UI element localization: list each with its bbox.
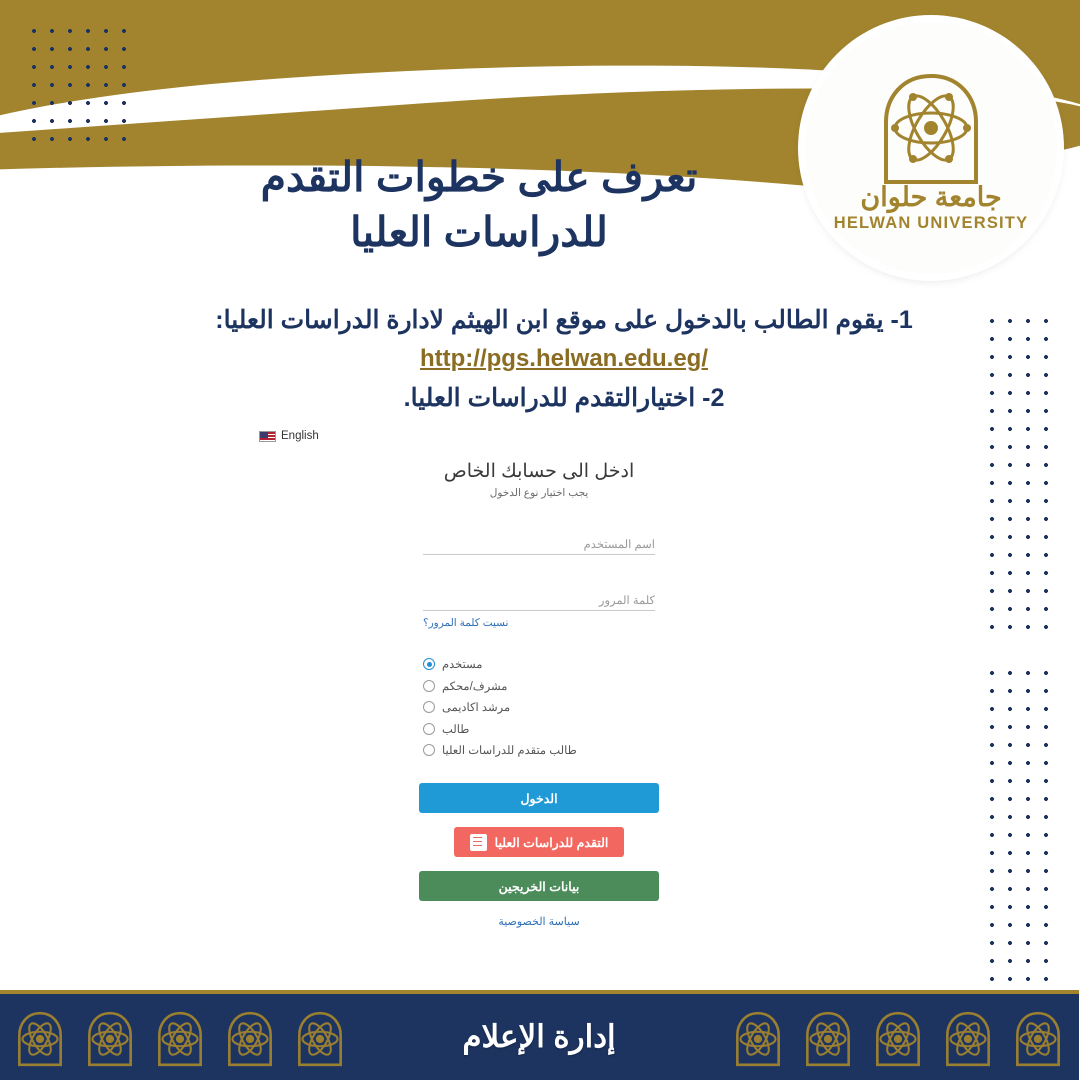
password-label: كلمة المرور: [599, 595, 656, 607]
radio-row[interactable]: [424, 700, 656, 714]
logo-arabic-name: جامعة حلوان: [861, 181, 1003, 212]
radio-label: طالب: [443, 723, 471, 736]
footer-pattern-right: [728, 994, 1070, 1080]
footer-title: إدارة الإعلام: [463, 1019, 617, 1054]
pgs-portal-link[interactable]: http://pgs.helwan.edu.eg/: [421, 345, 709, 372]
password-field[interactable]: [424, 589, 656, 611]
step-1-text: 1- يقوم الطالب بالدخول على موقع ابن الهيثم لادارة الدراسات العليا:: [216, 306, 914, 334]
page-title: [220, 150, 740, 261]
headline-line-1: تعرف على خطوات التقدم: [261, 154, 699, 200]
university-logo-badge: [806, 22, 1058, 274]
atom-logo-icon: [857, 70, 1007, 188]
headline-line-2: للدراسات العليا: [351, 209, 609, 256]
dot-grid-right-lower: [984, 664, 1062, 994]
radio-icon-selected[interactable]: [424, 658, 436, 670]
privacy-policy-link[interactable]: سياسة الخصوصية: [499, 916, 581, 928]
user-type-radio-group[interactable]: [424, 657, 656, 757]
document-edit-icon: [471, 834, 488, 851]
footer-pattern-left: [10, 994, 352, 1080]
radio-icon[interactable]: [424, 723, 436, 735]
atom-pattern-icon: [80, 1008, 142, 1070]
apply-postgraduate-button[interactable]: [455, 827, 625, 857]
dot-grid-top-left: [26, 22, 138, 142]
step-2-text: 2- اختيارالتقدم للدراسات العليا.: [404, 384, 726, 413]
radio-row[interactable]: [424, 743, 656, 757]
atom-pattern-icon: [868, 1008, 930, 1070]
graduates-data-button[interactable]: بيانات الخريجين: [420, 871, 660, 901]
atom-pattern-icon: [150, 1008, 212, 1070]
username-field[interactable]: [424, 533, 656, 555]
radio-icon[interactable]: [424, 701, 436, 713]
radio-row[interactable]: [424, 679, 656, 693]
radio-row[interactable]: [424, 722, 656, 736]
radio-label: طالب متقدم للدراسات العليا: [443, 745, 578, 757]
radio-icon[interactable]: [424, 680, 436, 692]
radio-label: مستخدم: [443, 659, 484, 671]
logo-english-name: HELWAN UNIVERSITY: [834, 213, 1030, 232]
username-label: اسم المستخدم: [584, 539, 656, 551]
atom-pattern-icon: [798, 1008, 860, 1070]
instruction-steps: [110, 300, 1020, 418]
atom-pattern-icon: [1008, 1008, 1070, 1070]
atom-pattern-icon: [290, 1008, 352, 1070]
atom-pattern-icon: [10, 1008, 72, 1070]
radio-label: مرشد اكاديمى: [443, 702, 512, 714]
atom-pattern-icon: [938, 1008, 1000, 1070]
login-page-screenshot: [260, 430, 820, 970]
login-button[interactable]: الدخول: [420, 783, 660, 813]
login-heading: ادخل الى حسابك الخاص: [444, 461, 636, 482]
radio-icon[interactable]: [424, 744, 436, 756]
language-label: English: [282, 430, 320, 442]
radio-row[interactable]: [424, 657, 656, 671]
us-flag-icon: [260, 431, 277, 442]
forgot-password-link[interactable]: نسيت كلمة المرور؟: [424, 617, 510, 629]
login-subheading: يجب اختيار نوع الدخول: [490, 487, 590, 499]
atom-pattern-icon: [220, 1008, 282, 1070]
language-switcher[interactable]: [260, 430, 630, 442]
footer-bar: [0, 990, 1080, 1080]
apply-button-label: التقدم للدراسات العليا: [495, 835, 610, 850]
radio-label: مشرف/محكم: [443, 680, 509, 693]
atom-pattern-icon: [728, 1008, 790, 1070]
